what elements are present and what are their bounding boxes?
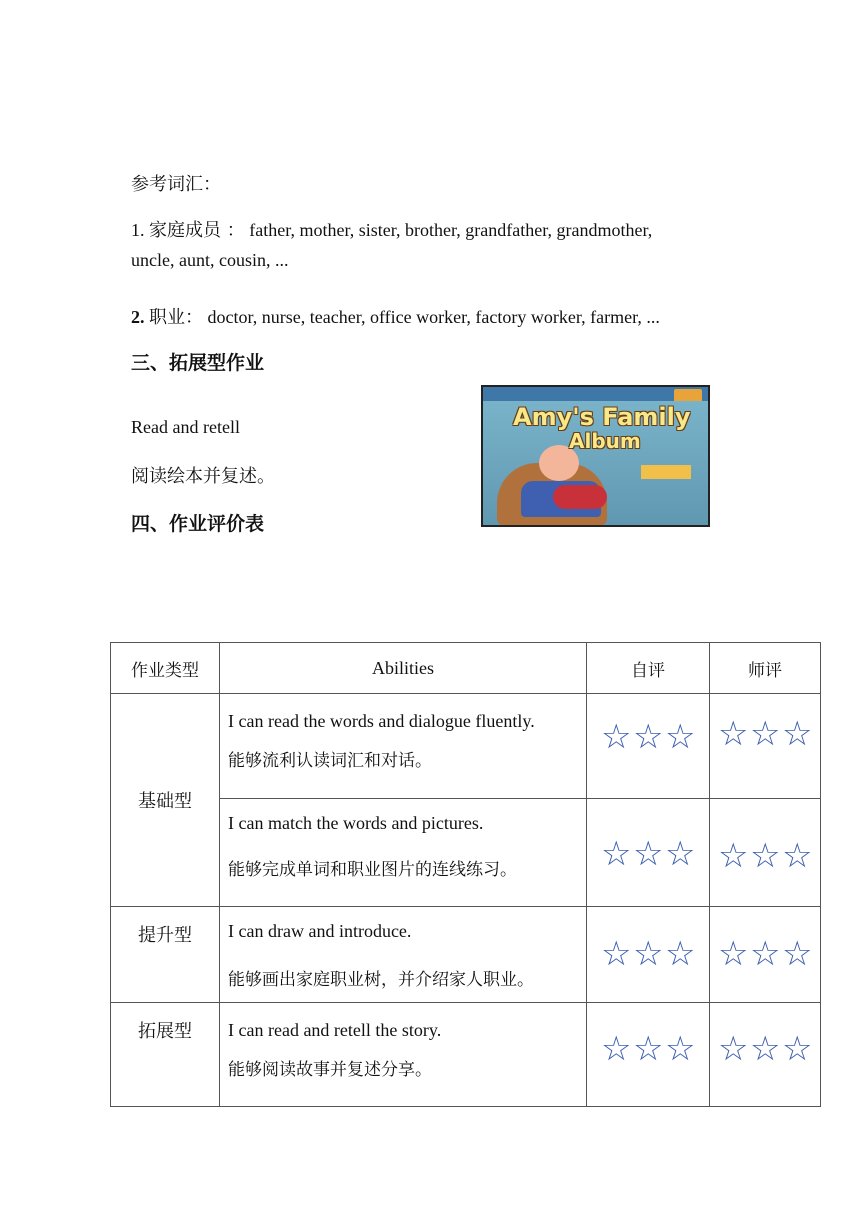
vocab-heading: 参考词汇：	[131, 174, 221, 195]
star-icon[interactable]: ☆	[665, 717, 696, 757]
star-icon[interactable]: ☆	[665, 1029, 696, 1069]
header-self-eval: 自评	[587, 643, 710, 694]
ability-cell	[220, 907, 587, 1003]
star-rating[interactable]	[587, 834, 709, 874]
vocab-item-family-label: 家庭成员 ：	[149, 220, 245, 241]
star-icon[interactable]: ☆	[782, 934, 813, 974]
header-abilities: Abilities	[220, 643, 587, 694]
star-rating[interactable]	[710, 1029, 820, 1069]
group-extend	[111, 1003, 220, 1107]
star-icon[interactable]: ☆	[601, 717, 632, 757]
star-rating[interactable]	[710, 836, 820, 876]
teacher-eval-stars[interactable]	[710, 907, 821, 1003]
section3-heading: 三、拓展型作业	[131, 352, 265, 374]
table-row	[111, 1003, 821, 1107]
ability-en: I can read and retell the story.	[228, 1020, 442, 1040]
table-row	[111, 694, 821, 799]
star-icon[interactable]: ☆	[601, 1029, 632, 1069]
vocab-item-family	[131, 216, 652, 242]
self-eval-stars[interactable]	[587, 799, 710, 907]
self-eval-stars[interactable]	[587, 907, 710, 1003]
star-rating[interactable]	[587, 934, 709, 974]
teacher-eval-stars[interactable]	[710, 799, 821, 907]
ability-zh: 能够阅读故事并复述分享。	[228, 1060, 432, 1080]
teacher-eval-stars[interactable]	[710, 1003, 821, 1107]
ability-zh: 能够完成单词和职业图片的连线练习。	[228, 860, 517, 880]
vocab-item-jobs-label: 职业：	[149, 307, 203, 328]
ability-zh: 能够流利认读词汇和对话。	[228, 751, 432, 771]
star-rating[interactable]	[710, 714, 820, 754]
ability-cell	[220, 694, 587, 799]
section3-task-zh: 阅读绘本并复述。	[131, 466, 275, 487]
star-icon[interactable]: ☆	[665, 934, 696, 974]
teacher-eval-stars[interactable]	[710, 694, 821, 799]
star-icon[interactable]: ☆	[718, 934, 749, 974]
cover-apple-basket	[553, 485, 607, 509]
group-improve-label: 提升型	[138, 925, 192, 946]
star-icon[interactable]: ☆	[718, 1029, 749, 1069]
self-eval-stars[interactable]	[587, 1003, 710, 1107]
star-icon[interactable]: ☆	[633, 834, 664, 874]
star-icon[interactable]: ☆	[750, 934, 781, 974]
ability-cell	[220, 1003, 587, 1107]
header-teacher-eval: 师评	[710, 643, 821, 694]
vocab-item-family-words: father, mother, sister, brother, grandfather, grandmother,	[249, 220, 653, 240]
table-row	[111, 907, 821, 1003]
vocab-item-jobs-words: doctor, nurse, teacher, office worker, factory worker, farmer, ...	[207, 307, 660, 327]
vocab-item-jobs	[131, 303, 660, 329]
star-icon[interactable]: ☆	[750, 836, 781, 876]
evaluation-table	[110, 642, 821, 1107]
cover-label-tag	[641, 465, 691, 479]
ability-en: I can read the words and dialogue fluently.	[228, 711, 535, 731]
star-rating[interactable]	[710, 934, 820, 974]
table-header-row	[111, 643, 821, 694]
cover-title-line1: Amy's Family	[513, 403, 691, 431]
cover-title-line2: Album	[569, 429, 641, 453]
star-icon[interactable]: ☆	[750, 714, 781, 754]
star-icon[interactable]: ☆	[750, 1029, 781, 1069]
star-icon[interactable]: ☆	[633, 717, 664, 757]
star-rating[interactable]	[587, 717, 709, 757]
star-icon[interactable]: ☆	[718, 714, 749, 754]
star-icon[interactable]: ☆	[782, 1029, 813, 1069]
book-cover-image	[481, 385, 710, 527]
section4-heading: 四、作业评价表	[131, 513, 265, 535]
star-icon[interactable]: ☆	[718, 836, 749, 876]
vocab-item-jobs-number: 2.	[131, 307, 145, 327]
header-homework-type: 作业类型	[111, 643, 220, 694]
star-icon[interactable]: ☆	[782, 714, 813, 754]
star-icon[interactable]: ☆	[601, 834, 632, 874]
star-icon[interactable]: ☆	[601, 934, 632, 974]
star-icon[interactable]: ☆	[665, 834, 696, 874]
ability-cell	[220, 799, 587, 907]
vocab-item-family-number: 1.	[131, 220, 145, 240]
ability-en: I can match the words and pictures.	[228, 813, 484, 833]
star-rating[interactable]	[587, 1029, 709, 1069]
vocab-item-family-words-cont: uncle, aunt, cousin, ...	[131, 250, 289, 270]
section3-task-en: Read and retell	[131, 417, 240, 437]
self-eval-stars[interactable]	[587, 694, 710, 799]
group-extend-label: 拓展型	[138, 1021, 192, 1042]
ability-en: I can draw and introduce.	[228, 921, 412, 941]
star-icon[interactable]: ☆	[633, 1029, 664, 1069]
group-improve	[111, 907, 220, 1003]
star-icon[interactable]: ☆	[782, 836, 813, 876]
star-icon[interactable]: ☆	[633, 934, 664, 974]
ability-zh: 能够画出家庭职业树，并介绍家人职业。	[228, 970, 534, 990]
group-basic: 基础型	[111, 694, 220, 907]
